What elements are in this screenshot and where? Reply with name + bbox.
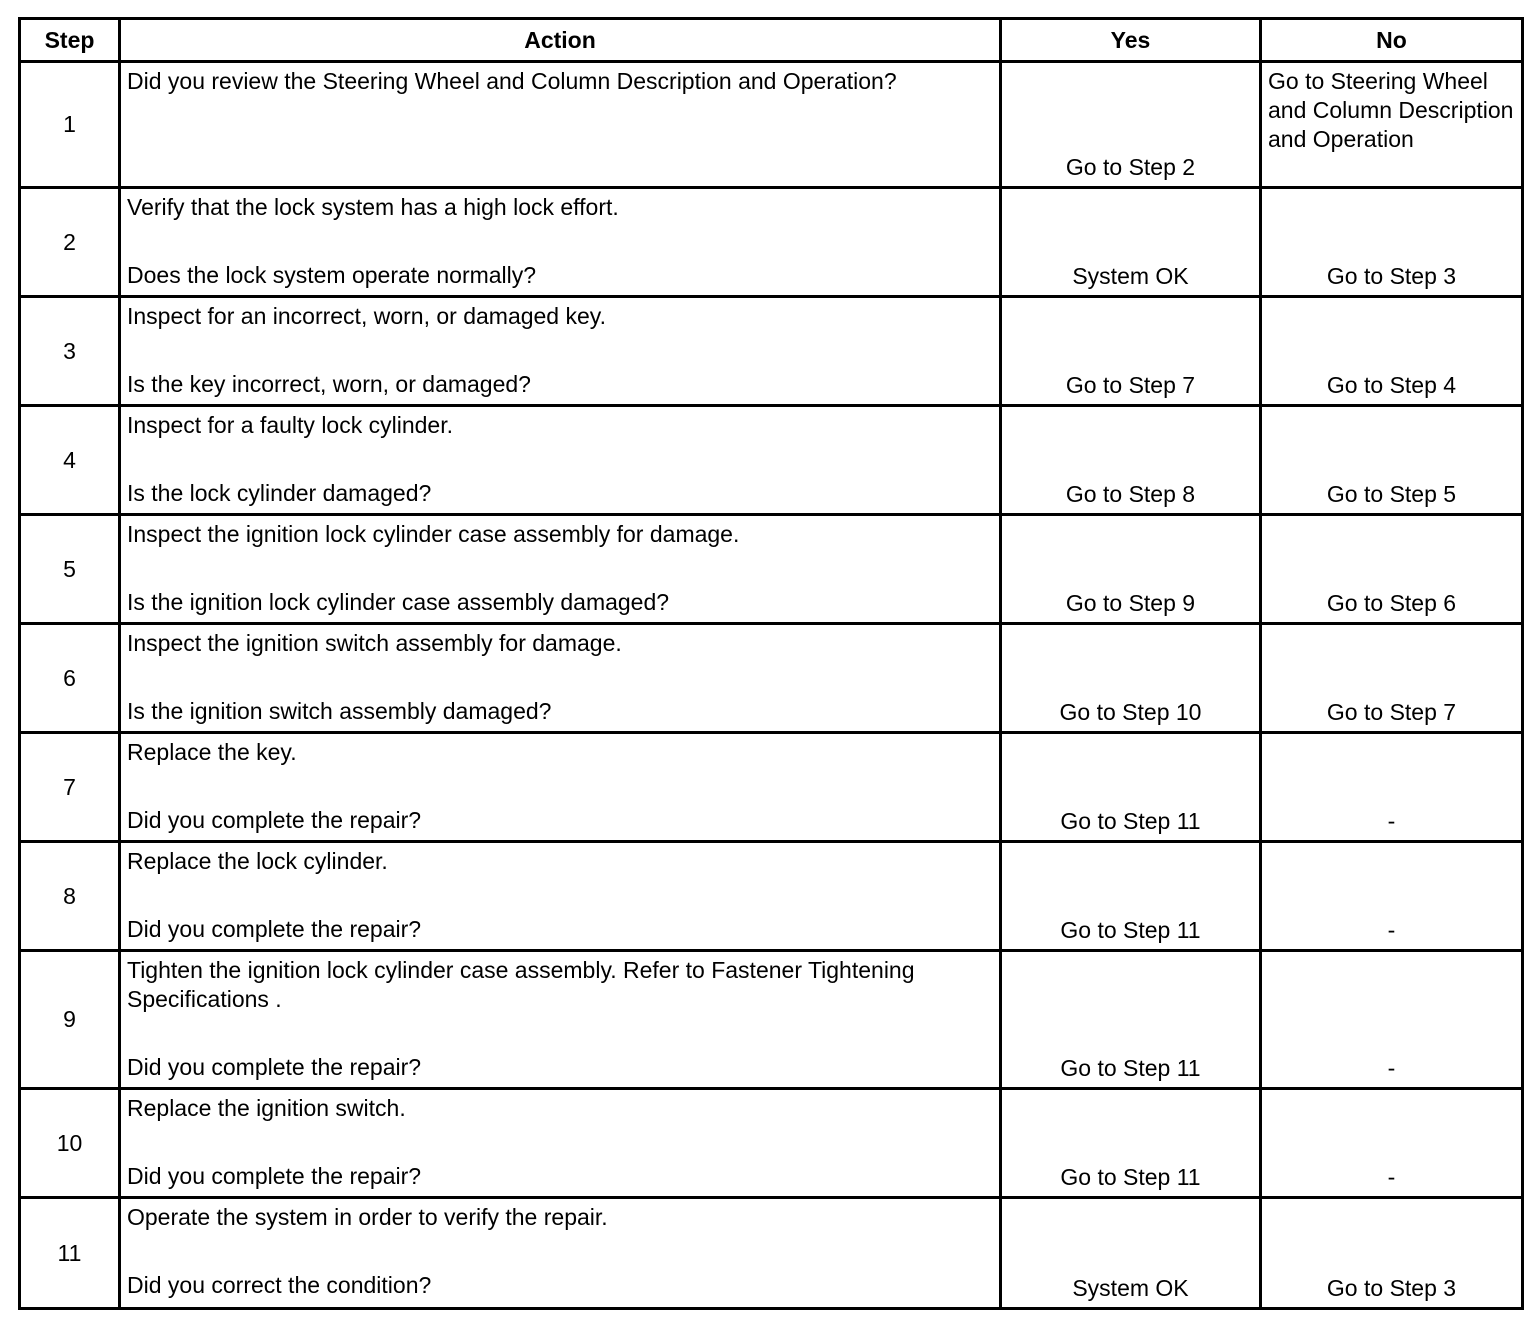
no-cell: Go to Step 5 [1261, 406, 1523, 515]
action-cell [120, 62, 1001, 188]
header-action: Action [120, 19, 1001, 62]
step-number: 10 [20, 1089, 120, 1198]
step-number: 9 [20, 951, 120, 1089]
action-cell [120, 1089, 1001, 1198]
action-cell [120, 515, 1001, 624]
table-row [20, 297, 1523, 406]
step-number: 5 [20, 515, 120, 624]
table-row [20, 733, 1523, 842]
action-question: Did you complete the repair? [127, 916, 422, 942]
action-question: Is the key incorrect, worn, or damaged? [127, 371, 531, 397]
yes-cell: System OK [1001, 188, 1261, 297]
no-cell: - [1261, 733, 1523, 842]
action-instruction: Replace the lock cylinder. [127, 848, 388, 874]
yes-cell: Go to Step 11 [1001, 1089, 1261, 1198]
yes-cell: Go to Step 11 [1001, 733, 1261, 842]
no-cell: Go to Step 6 [1261, 515, 1523, 624]
header-yes: Yes [1001, 19, 1261, 62]
action-question: Does the lock system operate normally? [127, 262, 537, 288]
action-instruction: Inspect for an incorrect, worn, or damaged key. [127, 303, 606, 329]
no-cell: Go to Step 3 [1261, 188, 1523, 297]
table-row [20, 951, 1523, 1089]
yes-cell: Go to Step 11 [1001, 842, 1261, 951]
action-cell [120, 733, 1001, 842]
step-number: 2 [20, 188, 120, 297]
action-instruction: Replace the ignition switch. [127, 1095, 406, 1121]
action-cell [120, 188, 1001, 297]
action-question: Did you complete the repair? [127, 1163, 422, 1189]
no-cell: - [1261, 1089, 1523, 1198]
step-number: 6 [20, 624, 120, 733]
action-instruction: Inspect for a faulty lock cylinder. [127, 412, 453, 438]
header-step: Step [20, 19, 120, 62]
yes-cell: Go to Step 9 [1001, 515, 1261, 624]
yes-cell: Go to Step 11 [1001, 951, 1261, 1089]
action-instruction: Verify that the lock system has a high lock effort. [127, 194, 619, 220]
yes-cell: Go to Step 2 [1001, 62, 1261, 188]
action-instruction: Inspect the ignition switch assembly for damage. [127, 630, 622, 656]
action-cell [120, 297, 1001, 406]
action-instruction: Inspect the ignition lock cylinder case assembly for damage. [127, 521, 740, 547]
action-instruction: Replace the key. [127, 739, 297, 765]
action-cell [120, 951, 1001, 1089]
step-number: 8 [20, 842, 120, 951]
step-number: 3 [20, 297, 120, 406]
step-number: 1 [20, 62, 120, 188]
table-row [20, 1198, 1523, 1309]
action-question: Is the ignition switch assembly damaged? [127, 698, 552, 724]
action-question: Did you complete the repair? [127, 807, 422, 833]
no-cell: - [1261, 951, 1523, 1089]
action-question: Did you complete the repair? [127, 1054, 422, 1080]
action-instruction: Operate the system in order to verify the repair. [127, 1204, 608, 1230]
action-question: Did you correct the condition? [127, 1272, 432, 1298]
action-cell [120, 624, 1001, 733]
diagnostic-table [18, 17, 1524, 1310]
step-number: 11 [20, 1198, 120, 1309]
action-cell [120, 406, 1001, 515]
table-row [20, 406, 1523, 515]
step-number: 7 [20, 733, 120, 842]
yes-cell: System OK [1001, 1198, 1261, 1309]
action-question: Is the lock cylinder damaged? [127, 480, 432, 506]
table-row [20, 842, 1523, 951]
action-instruction: Tighten the ignition lock cylinder case assembly. Refer to Fastener Tightening Specifications . [127, 957, 915, 1012]
step-number: 4 [20, 406, 120, 515]
action-cell [120, 1198, 1001, 1309]
yes-cell: Go to Step 10 [1001, 624, 1261, 733]
header-no: No [1261, 19, 1523, 62]
no-cell: Go to Step 4 [1261, 297, 1523, 406]
table-row [20, 1089, 1523, 1198]
table-row [20, 515, 1523, 624]
action-question: Is the ignition lock cylinder case assembly damaged? [127, 589, 670, 615]
table-row [20, 188, 1523, 297]
no-cell: - [1261, 842, 1523, 951]
no-cell: Go to Steering Wheel and Column Description and Operation [1261, 62, 1523, 188]
yes-cell: Go to Step 7 [1001, 297, 1261, 406]
table-row [20, 62, 1523, 188]
no-cell: Go to Step 3 [1261, 1198, 1523, 1309]
action-cell [120, 842, 1001, 951]
table-row [20, 624, 1523, 733]
action-question: Did you review the Steering Wheel and Column Description and Operation? [127, 68, 897, 94]
header-row [20, 19, 1523, 62]
yes-cell: Go to Step 8 [1001, 406, 1261, 515]
no-cell: Go to Step 7 [1261, 624, 1523, 733]
